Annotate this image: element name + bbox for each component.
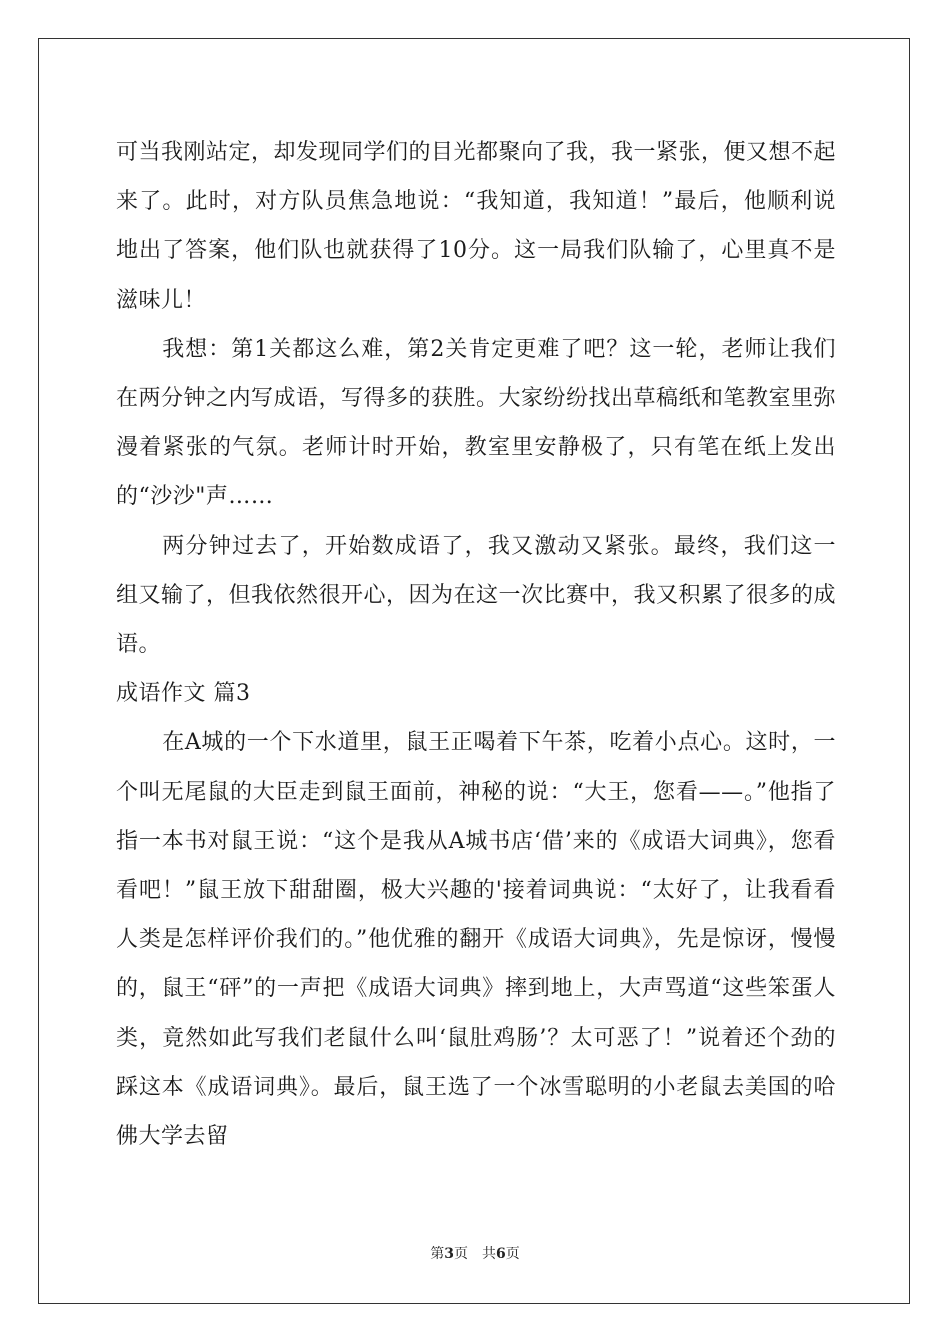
paragraph-2: 我想：第1关都这么难，第2关肯定更难了吧？这一轮，老师让我们在两分钟之内写成语，写得多的获胜。大家纷纷找出草稿纸和笔教室里弥漫着紧张的气氛。老师计时开始，教室里安静极了，只有笔在纸上发出的“沙沙"声…… bbox=[116, 336, 837, 510]
page-prefix: 第 bbox=[430, 1246, 445, 1262]
page-suffix: 页 bbox=[454, 1246, 468, 1262]
total-suffix: 页 bbox=[505, 1246, 520, 1262]
paragraph-1: 可当我刚站定，却发现同学们的目光都聚向了我，我一紧张，便又想不起来了。此时，对方队员焦急地说：“我知道，我知道！”最后，他顺利说地出了答案，他们队也就获得了10分。这一局我们队输了，心里真不是滋味儿！ bbox=[116, 140, 837, 313]
total-pages: 6 bbox=[496, 1246, 506, 1262]
paragraph-3: 两分钟过去了，开始数成语了，我又激动又紧张。最终，我们这一组又输了，但我依然很开心，因为在这一次比赛中，我又积累了很多的成语。 bbox=[116, 533, 837, 658]
total-prefix: 共 bbox=[482, 1246, 496, 1262]
paragraph-4: 在A城的一个下水道里，鼠王正喝着下午茶，吃着小点心。这时，一个叫无尾鼠的大臣走到鼠王面前，神秘的说：“大王，您看——。”他指了指一本书对鼠王说：“这个是我从A城书店‘借’来的《成语大词典》，您看看吧！”鼠王放下甜甜圈，极大兴趣的'接着词典说：“太好了，让我看看人类是怎样评价我们的。”他优雅的翻开《成语大词典》，先是惊讶，慢慢的，鼠王“砰”的一声把《成语大词典》摔到地上，大声骂道“这些笨蛋人类，竟然如此写我们老鼠什么叫‘鼠肚鸡肠’？太可恶了！”说着还个劲的踩这本《成语词典》。最后，鼠王选了一个冰雪聪明的小老鼠去美国的哈佛大学去留 bbox=[116, 730, 836, 1150]
document-body bbox=[116, 128, 836, 1161]
page-number: 3 bbox=[444, 1246, 454, 1262]
section-heading: 成语作文 篇3 bbox=[116, 681, 251, 707]
page-footer bbox=[0, 1243, 950, 1263]
